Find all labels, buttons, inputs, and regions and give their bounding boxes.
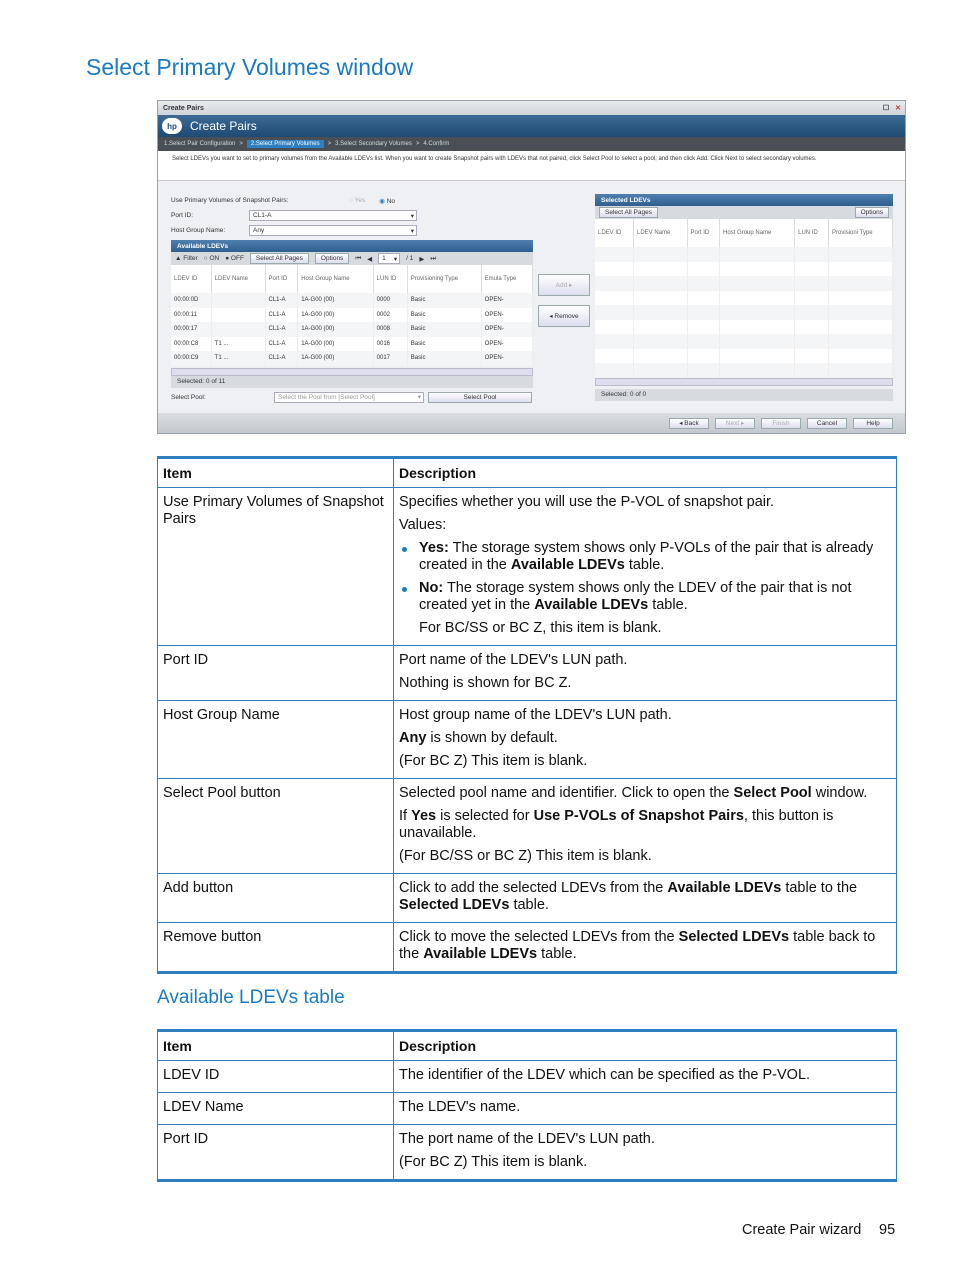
radio-no[interactable]: ◉ No bbox=[379, 197, 396, 205]
filter-toggle[interactable]: ▲ Filter bbox=[175, 255, 198, 262]
wizard-title: Create Pairs bbox=[190, 119, 257, 133]
cell bbox=[211, 308, 265, 323]
sel-select-all-button[interactable]: Select All Pages bbox=[599, 207, 658, 218]
wizard-steps bbox=[158, 137, 905, 151]
right-panel bbox=[595, 192, 893, 401]
instructions: Select LDEVs you want to set to primary volumes from the Available LDEVs list. When you want to create Snapshot pairs with LDEVs that not paired, click Select Pool to select a pool, and then click Add. Click Next to select secondary volumes. bbox=[158, 151, 905, 181]
th-description: Description bbox=[394, 458, 897, 488]
desc-text: Values: bbox=[399, 517, 447, 533]
wizard-footer bbox=[158, 413, 905, 433]
next-page-icon[interactable]: ▶ bbox=[419, 255, 425, 263]
col-lun-id[interactable]: LUN ID bbox=[795, 219, 829, 247]
cell: Basic bbox=[407, 337, 481, 352]
radio-no-label: No bbox=[386, 197, 396, 205]
table-row bbox=[158, 701, 897, 779]
radio-yes[interactable]: ○ Yes bbox=[349, 197, 366, 204]
options-button[interactable]: Options bbox=[315, 253, 349, 264]
th-item: Item bbox=[158, 1031, 394, 1061]
table-row[interactable] bbox=[171, 337, 533, 352]
step-2: 2.Select Primary Volumes bbox=[247, 140, 324, 148]
horizontal-scrollbar[interactable] bbox=[171, 368, 533, 376]
table-row bbox=[158, 923, 897, 973]
subsection-title: Available LDEVs table bbox=[157, 987, 345, 1008]
cell: Basic bbox=[407, 351, 481, 366]
cell: Basic bbox=[407, 293, 481, 308]
cell: OPEN- bbox=[481, 293, 532, 308]
radio-yes-label: Yes bbox=[354, 197, 366, 204]
available-ldevs-title: Available LDEVs bbox=[171, 240, 533, 252]
desc-cell: The LDEV's name. bbox=[394, 1093, 897, 1125]
hp-logo-icon: hp bbox=[162, 118, 182, 134]
cell bbox=[211, 293, 265, 308]
desc-cell: Click to move the selected LDEVs from the Selected LDEVs table back to the Available LDEVs table. bbox=[394, 923, 897, 973]
cell: 00:00:0D bbox=[171, 293, 211, 308]
available-selected-count: Selected: 0 of 11 bbox=[171, 376, 533, 388]
step-sep: > bbox=[415, 141, 420, 147]
help-button[interactable]: Help bbox=[853, 418, 893, 429]
list-item: No: The storage system shows only the LDEV of the pair that is not created yet in the Available LDEVs table. bbox=[399, 580, 891, 614]
values-list bbox=[399, 540, 891, 614]
add-button[interactable]: Add ▸ bbox=[538, 274, 590, 296]
cell: 1A-G00 (00) bbox=[298, 308, 373, 323]
cell: 1A-G00 (00) bbox=[298, 351, 373, 366]
item-cell: LDEV ID bbox=[158, 1061, 394, 1093]
host-group-select[interactable]: Any ▾ bbox=[249, 225, 417, 236]
wizard-header bbox=[158, 115, 905, 137]
cell: 0002 bbox=[373, 308, 407, 323]
col-lun-id[interactable]: LUN ID bbox=[373, 265, 407, 293]
select-pool-label: Select Pool: bbox=[171, 393, 206, 401]
desc-text: Specifies whether you will use the P-VOL of snapshot pair. bbox=[399, 494, 775, 510]
port-id-label: Port ID: bbox=[171, 212, 194, 219]
available-ldevs-table bbox=[157, 1029, 897, 1182]
cancel-button[interactable]: Cancel bbox=[807, 418, 847, 429]
cell: Basic bbox=[407, 308, 481, 323]
cell: OPEN- bbox=[481, 322, 532, 337]
page-number: 95 bbox=[879, 1222, 896, 1238]
select-all-pages-button[interactable]: Select All Pages bbox=[250, 253, 309, 264]
cell: T1 ... bbox=[211, 337, 265, 352]
table-row bbox=[158, 1125, 897, 1181]
desc-note: For BC/SS or BC Z, this item is blank. bbox=[419, 620, 662, 636]
cell: CL1-A bbox=[265, 322, 298, 337]
cell: 00:00:C9 bbox=[171, 351, 211, 366]
prev-page-icon[interactable]: ◀ bbox=[367, 255, 373, 263]
step-sep: > bbox=[239, 141, 243, 147]
desc-cell: The port name of the LDEV's LUN path. (For BC Z) This item is blank. bbox=[394, 1125, 897, 1181]
available-ldevs-grid bbox=[171, 265, 533, 366]
cell: 00:00:11 bbox=[171, 308, 211, 323]
item-cell: Port ID bbox=[158, 646, 394, 701]
table-row[interactable] bbox=[171, 322, 533, 337]
back-button[interactable]: ◂ Back bbox=[669, 418, 709, 429]
table-row bbox=[158, 488, 897, 646]
desc-cell: The identifier of the LDEV which can be specified as the P-VOL. bbox=[394, 1061, 897, 1093]
cell: CL1-A bbox=[265, 293, 298, 308]
desc-cell: Click to add the selected LDEVs from the Available LDEVs table to the Selected LDEVs table. bbox=[394, 874, 897, 923]
col-emul-type[interactable]: Emula Type bbox=[481, 265, 532, 293]
selected-ldevs-title: Selected LDEVs bbox=[595, 194, 893, 206]
port-id-select[interactable]: CL1-A ▾ bbox=[249, 210, 417, 221]
cell: Basic bbox=[407, 322, 481, 337]
on-label: ON bbox=[209, 255, 220, 262]
sel-horizontal-scrollbar[interactable] bbox=[595, 378, 893, 386]
table-row[interactable] bbox=[171, 293, 533, 308]
cell: 0008 bbox=[373, 322, 407, 337]
table-row[interactable] bbox=[171, 351, 533, 366]
item-cell: Host Group Name bbox=[158, 701, 394, 779]
filter-label: Filter bbox=[183, 255, 198, 262]
step-sep: > bbox=[327, 141, 332, 147]
desc-cell: Selected pool name and identifier. Click to open the Select Pool window. If Yes is selected for Use P-VOLs of Snapshot Pairs, this button is unavailable. (For BC/SS or BC Z) This item is blank. bbox=[394, 779, 897, 874]
available-toolbar bbox=[171, 252, 533, 265]
th-item: Item bbox=[158, 458, 394, 488]
last-page-icon[interactable]: ⏭ bbox=[430, 254, 437, 262]
filter-off[interactable]: ● OFF bbox=[225, 255, 244, 262]
next-button[interactable]: Next ▸ bbox=[715, 418, 755, 429]
create-pairs-screenshot bbox=[157, 100, 906, 434]
finish-button[interactable]: Finish bbox=[761, 418, 801, 429]
footer-label: Create Pair wizard bbox=[742, 1222, 862, 1238]
item-cell: LDEV Name bbox=[158, 1093, 394, 1125]
cell: T1 ... bbox=[211, 351, 265, 366]
cell: 00:00:C8 bbox=[171, 337, 211, 352]
list-item: Yes: The storage system shows only P-VOLs of the pair that is already created in the Available LDEVs table. bbox=[399, 540, 891, 574]
table-row bbox=[158, 1093, 897, 1125]
filter-on[interactable]: ○ ON bbox=[203, 255, 220, 262]
col-host-group[interactable]: Host Group Name bbox=[720, 219, 795, 247]
left-panel bbox=[171, 193, 533, 405]
cell: OPEN- bbox=[481, 351, 532, 366]
item-cell: Use Primary Volumes of Snapshot Pairs bbox=[158, 488, 394, 646]
table-row bbox=[158, 874, 897, 923]
page-total: / 1 bbox=[406, 255, 414, 262]
desc-cell: Host group name of the LDEV's LUN path. Any is shown by default. (For BC Z) This item is blank. bbox=[394, 701, 897, 779]
cell: 1A-G00 (00) bbox=[298, 293, 373, 308]
section-title: Select Primary Volumes window bbox=[86, 54, 414, 80]
cell: CL1-A bbox=[265, 337, 298, 352]
selected-ldevs-grid bbox=[595, 219, 893, 378]
window-title-bar bbox=[158, 101, 905, 115]
cell: 1A-G00 (00) bbox=[298, 322, 373, 337]
maximize-icon[interactable]: ☐ bbox=[882, 105, 890, 112]
page-input[interactable]: 1 ▾ bbox=[378, 253, 400, 264]
table-row bbox=[158, 646, 897, 701]
col-prov-type[interactable]: Provisioni Type bbox=[829, 219, 893, 247]
step-4: 4.Confirm bbox=[423, 141, 450, 147]
cell: OPEN- bbox=[481, 337, 532, 352]
cell: 0000 bbox=[373, 293, 407, 308]
close-icon[interactable]: ✕ bbox=[895, 105, 901, 112]
cell: CL1-A bbox=[265, 351, 298, 366]
table-row bbox=[158, 1061, 897, 1093]
col-host-group[interactable]: Host Group Name bbox=[298, 265, 373, 293]
step-1: 1.Select Pair Configuration bbox=[164, 141, 236, 147]
col-prov-type[interactable]: Provisioning Type bbox=[407, 265, 481, 293]
col-port-id[interactable]: Port ID bbox=[265, 265, 298, 293]
use-pvol-label: Use Primary Volumes of Snapshot Pairs: bbox=[171, 197, 289, 204]
item-cell: Select Pool button bbox=[158, 779, 394, 874]
select-pool-button[interactable]: Select Pool bbox=[428, 392, 532, 403]
table-row bbox=[158, 779, 897, 874]
select-pool-field: Select the Pool from [Select Pool] ▾ bbox=[274, 392, 424, 403]
cell: 0016 bbox=[373, 337, 407, 352]
cell bbox=[211, 322, 265, 337]
item-cell: Remove button bbox=[158, 923, 394, 973]
window-title: Create Pairs bbox=[163, 104, 204, 112]
item-cell: Port ID bbox=[158, 1125, 394, 1181]
selected-count: Selected: 0 of 0 bbox=[595, 389, 893, 401]
col-port-id[interactable]: Port ID bbox=[687, 219, 720, 247]
col-ldev-id[interactable]: LDEV ID bbox=[595, 219, 633, 247]
col-ldev-id[interactable]: LDEV ID bbox=[171, 265, 211, 293]
table-row[interactable] bbox=[171, 308, 533, 323]
selected-toolbar bbox=[595, 206, 893, 219]
item-cell: Add button bbox=[158, 874, 394, 923]
first-page-icon[interactable]: ⏮ bbox=[355, 254, 362, 262]
cell: CL1-A bbox=[265, 308, 298, 323]
desc-cell bbox=[394, 488, 897, 646]
cell: 00:00:17 bbox=[171, 322, 211, 337]
col-ldev-name[interactable]: LDEV Name bbox=[633, 219, 687, 247]
desc-cell: Port name of the LDEV's LUN path. Nothing is shown for BC Z. bbox=[394, 646, 897, 701]
remove-button[interactable]: ◂ Remove bbox=[538, 305, 590, 327]
primary-volumes-table bbox=[157, 456, 897, 974]
th-description: Description bbox=[394, 1031, 897, 1061]
cell: 0017 bbox=[373, 351, 407, 366]
sel-options-button[interactable]: Options bbox=[855, 207, 889, 218]
host-group-label: Host Group Name: bbox=[171, 227, 226, 234]
step-3: 3.Select Secondary Volumes bbox=[335, 141, 412, 147]
col-ldev-name[interactable]: LDEV Name bbox=[211, 265, 265, 293]
cell: 1A-G00 (00) bbox=[298, 337, 373, 352]
cell: OPEN- bbox=[481, 308, 532, 323]
off-label: OFF bbox=[230, 255, 244, 262]
